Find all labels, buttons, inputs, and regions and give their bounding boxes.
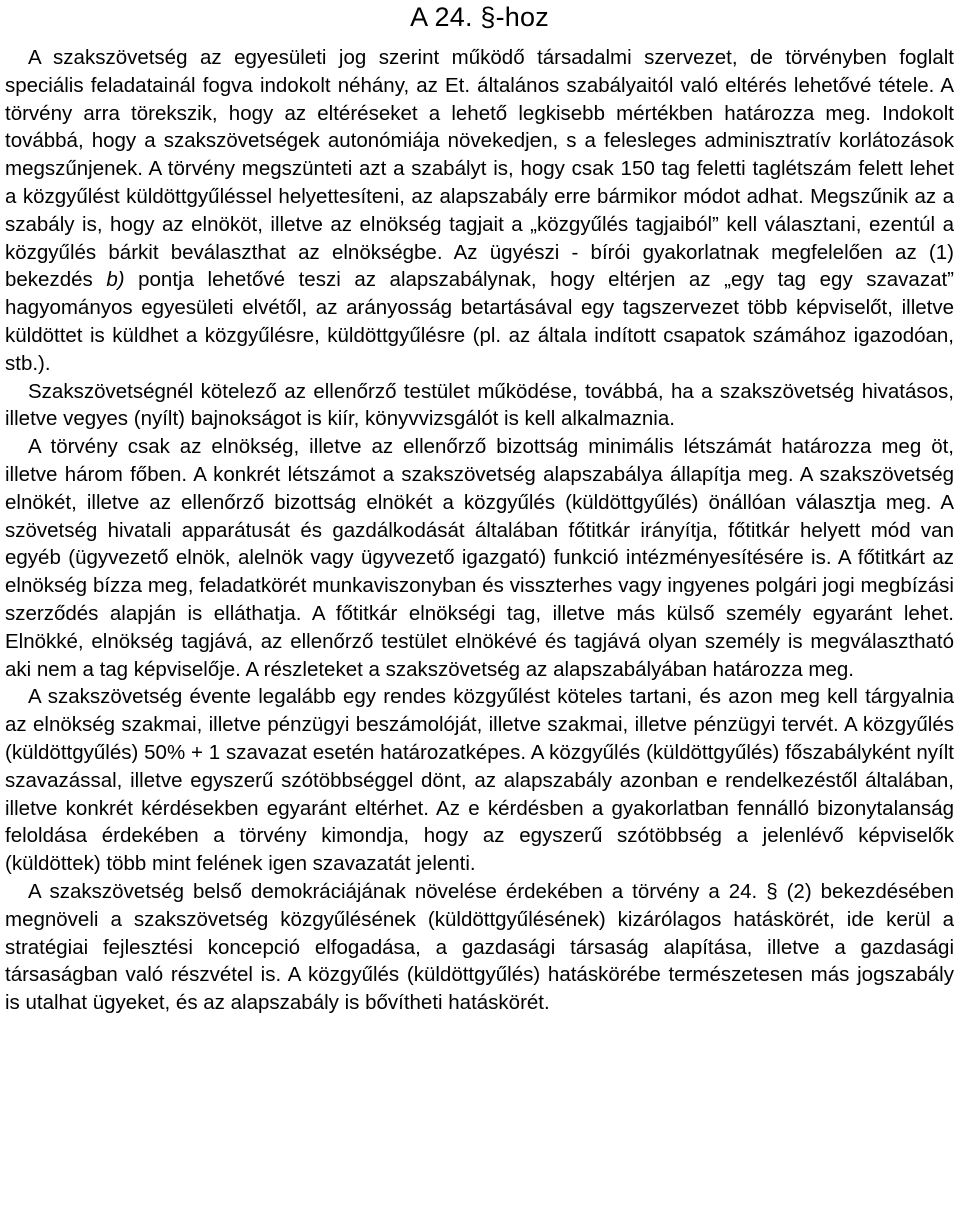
text-segment: pontja lehetővé teszi az alapszabálynak, hogy eltérjen az „egy tag egy szavazat” hagyományos egyesületi elvétől, az arányosság betartásával egy tagszervezet több képviselőt, illetve küldöttet is küldhet a közgyűlésre, küldöttgyűlésre (pl. az általa indított csapatok számához igazodóan, stb.). xyxy=(5,268,954,375)
text-segment: A szakszövetség az egyesületi jog szerint működő társadalmi szervezet, de törvényben foglalt speciális feladatainál fogva indokolt néhány, az Et. általános szabályaitól való eltérés lehetővé tétele. A törvény arra törekszik, hogy az eltéréseket a lehető legkisebb mértékben határozza meg. Indokolt továbbá, hogy a szakszövetségek autonómiája növekedjen, s a felesleges adminisztratív korlátozások megszűnjenek. A törvény megszünteti azt a szabályt is, hogy csak 150 tag feletti taglétszám felett lehet a közgyűlést küldöttgyűléssel helyettesíteni, az alapszabály erre bármikor módot adhat. Megszűnik az a szabály is, hogy az elnököt, illetve az elnökség tagjait a „közgyűlés tagjaiból” kell választani, ezentúl a közgyűlés bárkit beválaszthat az elnökségbe. Az ügyészi - bírói gyakorlatnak megfelelően az (1) bekezdés xyxy=(5,46,954,292)
text-segment: A törvény csak az elnökség, illetve az ellenőrző bizottság minimális létszámát határozza meg öt, illetve három főben. A konkrét létszámot a szakszövetség alapszabálya állapítja meg. A szakszövetség elnökét, illetve az ellenőrző bizottság elnökét a közgyűlés (küldöttgyűlés) önállóan választja meg. A szövetség hivatali apparátusát és gazdálkodását általában főtitkár irányítja, főtitkár helyett mód van egyéb (ügyvezető elnök, alelnök vagy ügyvezető igazgató) funkció intézményesítésére is. A főtitkárt az elnökség bízza meg, feladatkörét munkaviszonyban és visszterhes vagy ingyenes polgári jogi megbízási szerződés alapján is elláthatja. A főtitkár elnökségi tag, illetve más külső személy egyaránt lehet. Elnökké, elnökség tagjává, az ellenőrző testület elnökévé és tagjává olyan személy is megválasztható aki nem a tag képviselője. A részleteket a szakszövetség az alapszabályában határozza meg. xyxy=(5,435,954,681)
text-segment: A szakszövetség belső demokráciájának növelése érdekében a törvény a 24. § (2) bekezdésében megnöveli a szakszövetség közgyűlésének (küldöttgyűlésének) kizárólagos hatáskörét, ide kerül a stratégiai fejlesztési koncepció elfogadása, a gazdasági társaság alapítása, illetve a gazdasági társaságban való részvétel is. A közgyűlés (küldöttgyűlés) hatáskörébe természetesen más jogszabály is utalhat ügyeket, és az alapszabály is bővítheti hatáskörét. xyxy=(5,879,954,1015)
italic-text-segment: b) xyxy=(106,268,125,292)
paragraph xyxy=(5,683,954,878)
document-body xyxy=(5,44,954,1017)
paragraph xyxy=(5,378,954,434)
text-segment: Szakszövetségnél kötelező az ellenőrző testület működése, továbbá, ha a szakszövetség hivatásos, illetve vegyes (nyílt) bajnokságot is kiír, könyvvizsgálót is kell alkalmaznia. xyxy=(5,379,954,431)
document-title: A 24. §-hoz xyxy=(410,2,549,32)
paragraph xyxy=(5,44,954,378)
text-segment: A szakszövetség évente legalább egy rendes közgyűlést köteles tartani, és azon meg kell tárgyalnia az elnökség szakmai, illetve pénzügyi beszámolóját, illetve szakmai, illetve pénzügyi tervét. A közgyűlés (küldöttgyűlés) 50% + 1 szavazat esetén határozatképes. A közgyűlés (küldöttgyűlés) főszabályként nyílt szavazással, illetve egyszerű szótöbbséggel dönt, az alapszabály azonban e rendelkezéstől általában, illetve konkrét kérdésekben egyaránt eltérhet. Az e kérdésben a gyakorlatban fennálló bizonytalanság feloldása érdekében a törvény kimondja, hogy az egyszerű szótöbbség a jelenlévő képviselők (küldöttek) több mint felének igen szavazatát jelenti. xyxy=(5,685,954,876)
paragraph xyxy=(5,433,954,683)
paragraph xyxy=(5,878,954,1017)
